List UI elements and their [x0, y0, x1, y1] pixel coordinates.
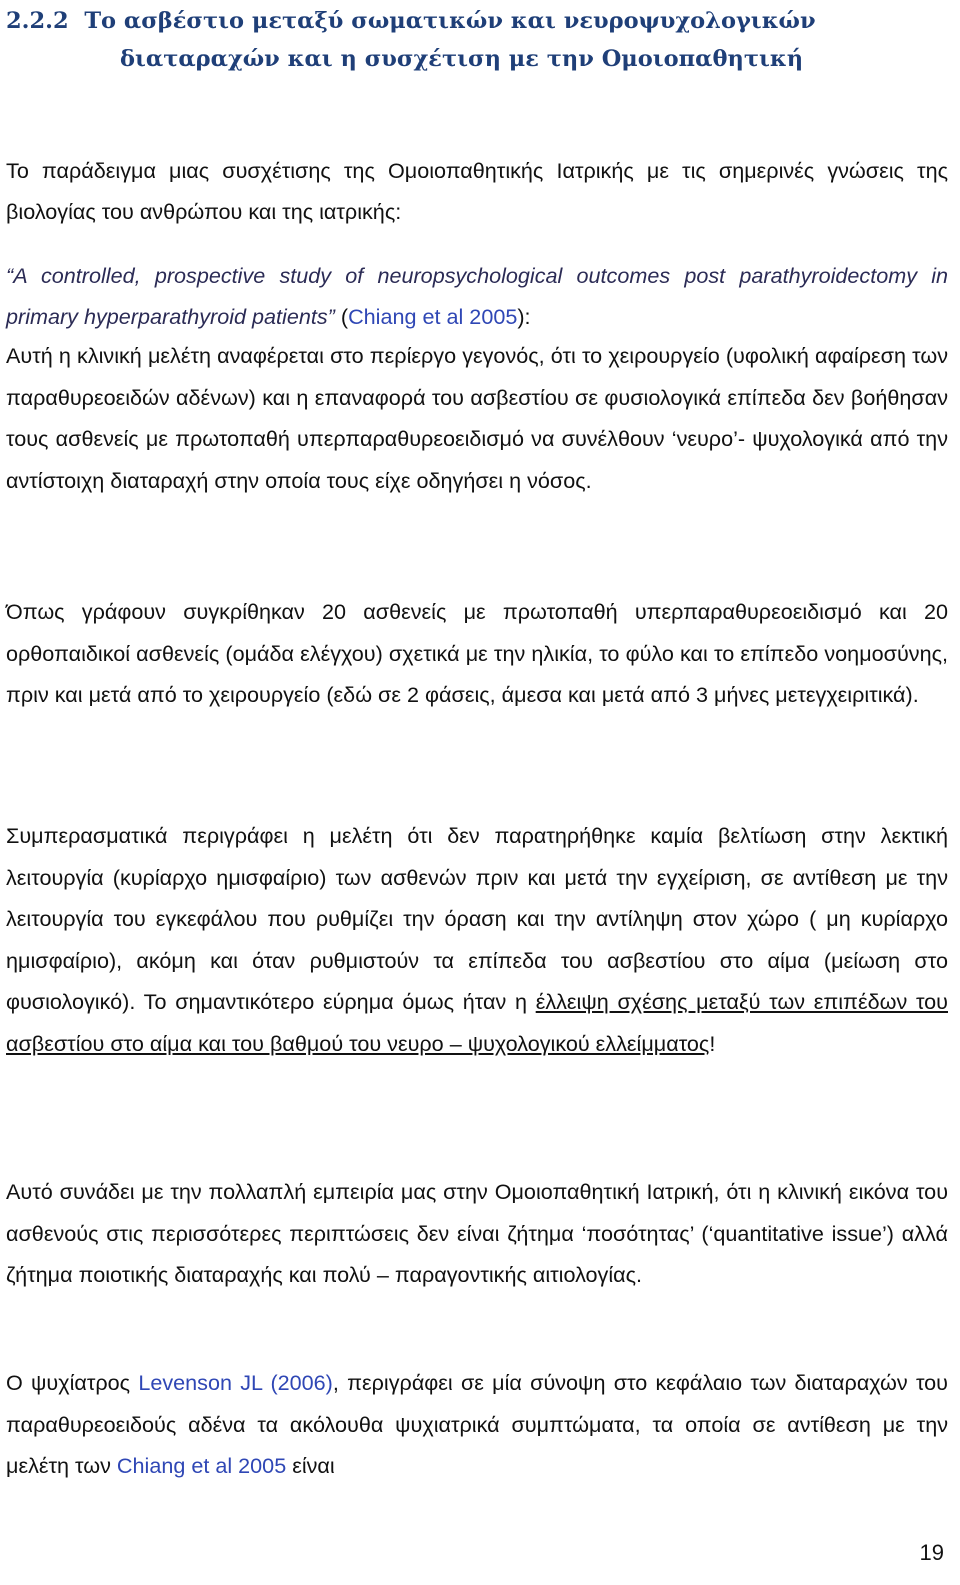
study-citation-link[interactable]: Chiang et al 2005	[348, 304, 518, 329]
study-title: “A controlled, prospective study of neuropsychological outcomes post parathyroidectomy in primary hyperparathyroid patients”	[6, 263, 948, 329]
paragraph-2: Όπως γράφουν συγκρίθηκαν 20 ασθενείς με πρωτοπαθή υπερπαραθυρεοειδισμό και 20 ορθοπαιδικοί ασθενείς (ομάδα ελέγχου) σχετικά με την ηλικία, το φύλο και το επίπεδο νοημοσύνης, πριν και μετά από το χειρουργείο (εδώ σε 2 φάσεις, άμεσα και μετά από 3 μήνες μετεγχειριτικά).	[6, 599, 948, 707]
section-number: 2.2.2	[6, 8, 69, 34]
paragraph-5-part-1: Ο ψυχίατρος	[6, 1370, 139, 1395]
paragraph-5-part-3: είναι	[286, 1453, 335, 1478]
study-reference-paragraph	[6, 255, 948, 337]
paragraph-4: Αυτό συνάδει με την πολλαπλή εμπειρία μας στην Ομοιοπαθητική Ιατρική, ότι η κλινική εικόνα του ασθενούς στις περισσότερες περιπτώσεις δεν είναι ζήτημα ‘ποσότητας’ (‘quantitative issue’) αλλά ζήτημα ποιοτικής διαταραχής και πολύ – παραγοντικής αιτιολογίας.	[6, 1179, 948, 1287]
paragraph-3-text: Συμπερασματικά περιγράφει η μελέτη ότι δεν παρατηρήθηκε καμία βελτίωση στην λεκτική λειτουργία (κυρίαρχο ημισφαίριο) των ασθενών πριν και μετά την εγχείριση, σε αντίθεση με την λειτουργία του εγκεφάλου που ρυθμίζει την όραση και την αντίληψη στον χώρο ( μη κυρίαρχο ημισφαίριο), ακόμη και όταν ρυθμιστούν τα επίπεδα του ασβεστίου στο αίμα (μείωση στο φυσιολογικό). Το σημαντικότερο εύρημα όμως ήταν η	[6, 823, 948, 1014]
paragraph-1: Αυτή η κλινική μελέτη αναφέρεται στο περίεργο γεγονός, ότι το χειρουργείο (υφολική αφαίρεση των παραθυρεοειδών αδένων) και η επαναφορά του ασβεστίου σε φυσιολογικά επίπεδα δεν βοήθησαν τους ασθενείς με πρωτοπαθή υπερπαραθυρεοειδισμό να συνέλθουν ‘νευρο’- ψυχολογικά από την αντίστοιχη διαταραχή στην οποία τους είχε οδηγήσει η νόσος.	[6, 343, 948, 493]
chiang-citation-link[interactable]: Chiang et al 2005	[116, 1453, 287, 1478]
paragraph-5	[6, 1362, 948, 1487]
paragraph-3	[6, 815, 948, 1064]
section-title-part-1: Το ασβέστιο μεταξύ σωματικών και νευροψυχολογικών	[84, 8, 816, 34]
section-heading-line-1	[6, 2, 952, 40]
paragraph-3-end: !	[709, 1030, 716, 1056]
page-number: 19	[919, 1540, 944, 1565]
study-close: ):	[517, 304, 531, 329]
paragraph-3-underlined-finding: έλλειψη σχέσης μεταξύ των επιπέδων του ασβεστίου στο αίμα και του βαθμού του νευρο – ψυχολογικού ελλείμματος	[6, 989, 948, 1056]
levenson-citation-link[interactable]: Levenson JL (2006)	[138, 1370, 333, 1395]
intro-paragraph: Το παράδειγμα μιας συσχέτισης της Ομοιοπαθητικής Ιατρικής με τις σημερινές γνώσεις της βιολογίας του ανθρώπου και της ιατρικής:	[6, 158, 948, 224]
study-open-paren: (	[334, 304, 349, 329]
section-heading	[6, 2, 952, 78]
section-title-part-2: διαταραχών και η συσχέτιση με την Ομοιοπαθητική	[120, 46, 804, 72]
paragraph-5-part-2: , περιγράφει σε μία σύνοψη στο κεφάλαιο των διαταραχών του παραθυρεοειδούς αδένα τα ακόλουθα ψυχιατρικά συμπτώματα, τα οποία σε αντίθεση με την μελέτη των	[6, 1370, 948, 1478]
